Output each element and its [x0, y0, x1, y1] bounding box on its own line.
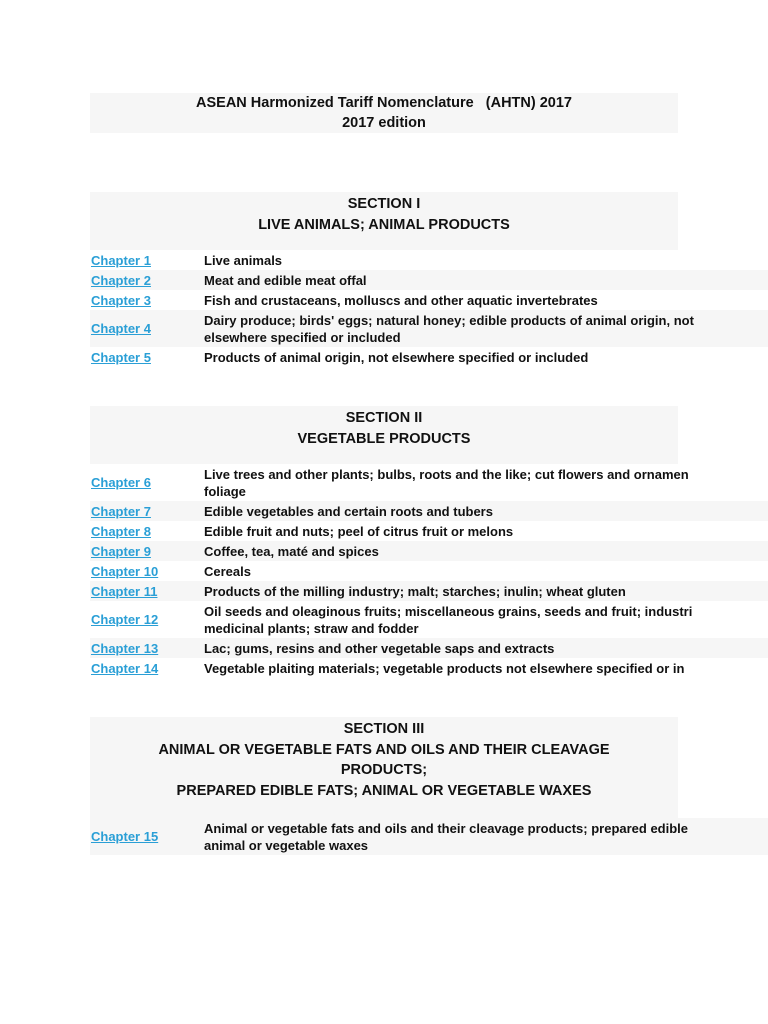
section-3-title-line: PRODUCTS; — [340, 762, 428, 778]
section-2-chapter-list — [90, 464, 768, 678]
chapter-row — [90, 270, 768, 290]
chapter-7-link[interactable]: Chapter 7 — [91, 503, 151, 519]
chapter-13-link[interactable]: Chapter 13 — [91, 640, 159, 656]
chapter-description: Meat and edible meat offal — [204, 272, 367, 288]
section-2-number: SECTION II — [345, 410, 423, 426]
document-title — [90, 93, 678, 133]
chapter-description-line: foliage — [204, 483, 246, 499]
chapter-5-link[interactable]: Chapter 5 — [91, 349, 151, 365]
chapter-description: Live animals — [204, 252, 283, 268]
chapter-row — [90, 541, 768, 561]
chapter-description-line: Live trees and other plants; bulbs, roots and the like; cut flowers and ornamen — [204, 466, 689, 482]
chapter-11-link[interactable]: Chapter 11 — [91, 583, 158, 599]
section-3 — [90, 717, 768, 855]
chapter-row — [90, 250, 768, 270]
section-3-chapter-list — [90, 818, 768, 855]
section-1-chapter-list — [90, 250, 768, 367]
chapter-row — [90, 290, 768, 310]
chapter-14-link[interactable]: Chapter 14 — [91, 660, 159, 676]
chapter-row — [90, 601, 768, 638]
chapter-row — [90, 464, 768, 501]
section-3-header — [90, 717, 678, 818]
chapter-description: Edible fruit and nuts; peel of citrus fruit or melons — [204, 523, 514, 539]
chapter-6-link[interactable]: Chapter 6 — [91, 475, 151, 490]
chapter-description — [204, 466, 768, 500]
section-3-number: SECTION III — [343, 721, 425, 737]
chapter-description: Cereals — [204, 563, 251, 579]
chapter-row — [90, 658, 768, 678]
chapter-description — [204, 603, 768, 637]
chapter-description-line: Animal or vegetable fats and oils and their cleavage products; prepared edible — [204, 820, 689, 836]
chapter-4-link[interactable]: Chapter 4 — [91, 321, 151, 336]
chapter-description: Vegetable plaiting materials; vegetable products not elsewhere specified or in — [204, 660, 685, 676]
chapter-description: Fish and crustaceans, molluscs and other aquatic invertebrates — [204, 292, 598, 308]
section-3-title-line: PREPARED EDIBLE FATS; ANIMAL OR VEGETABLE WAXES — [176, 782, 592, 799]
chapter-description-line: Oil seeds and oleaginous fruits; miscellaneous grains, seeds and fruit; industri — [204, 603, 693, 619]
section-2-title: VEGETABLE PRODUCTS — [297, 430, 471, 447]
section-1-title: LIVE ANIMALS; ANIMAL PRODUCTS — [258, 216, 510, 233]
chapter-row — [90, 310, 768, 347]
chapter-description: Edible vegetables and certain roots and tubers — [204, 503, 493, 519]
chapter-15-link[interactable]: Chapter 15 — [91, 829, 159, 844]
chapter-1-link[interactable]: Chapter 1 — [91, 252, 151, 268]
chapter-description — [204, 820, 768, 854]
section-3-title-line: ANIMAL OR VEGETABLE FATS AND OILS AND THEIR CLEAVAGE — [158, 741, 610, 758]
chapter-3-link[interactable]: Chapter 3 — [91, 292, 151, 308]
document-title-line-2: 2017 edition — [342, 115, 426, 131]
chapter-description-line: Dairy produce; birds' eggs; natural honey; edible products of animal origin, not — [204, 312, 694, 328]
chapter-12-link[interactable]: Chapter 12 — [91, 612, 159, 627]
chapter-row — [90, 638, 768, 658]
chapter-10-link[interactable]: Chapter 10 — [91, 563, 159, 579]
chapter-row — [90, 347, 768, 367]
chapter-description: Lac; gums, resins and other vegetable saps and extracts — [204, 640, 555, 656]
section-1 — [90, 192, 768, 367]
chapter-description — [204, 312, 768, 346]
section-1-header — [90, 192, 678, 250]
chapter-2-link[interactable]: Chapter 2 — [91, 272, 151, 288]
section-1-number: SECTION I — [347, 196, 421, 212]
chapter-description-line: elsewhere specified or included — [204, 329, 401, 345]
chapter-description: Products of the milling industry; malt; starches; inulin; wheat gluten — [204, 583, 626, 599]
section-2 — [90, 406, 768, 678]
chapter-description: Products of animal origin, not elsewhere specified or included — [204, 349, 589, 365]
chapter-9-link[interactable]: Chapter 9 — [91, 543, 151, 559]
chapter-8-link[interactable]: Chapter 8 — [91, 523, 151, 539]
chapter-row — [90, 561, 768, 581]
chapter-row — [90, 501, 768, 521]
section-2-header — [90, 406, 678, 464]
chapter-row — [90, 818, 768, 855]
document-title-line-1: ASEAN Harmonized Tariff Nomenclature (AHTN) 2017 — [196, 95, 572, 111]
chapter-description-line: animal or vegetable waxes — [204, 837, 369, 853]
chapter-description-line: medicinal plants; straw and fodder — [204, 620, 419, 636]
chapter-row — [90, 581, 768, 601]
chapter-row — [90, 521, 768, 541]
chapter-description: Coffee, tea, maté and spices — [204, 543, 379, 559]
